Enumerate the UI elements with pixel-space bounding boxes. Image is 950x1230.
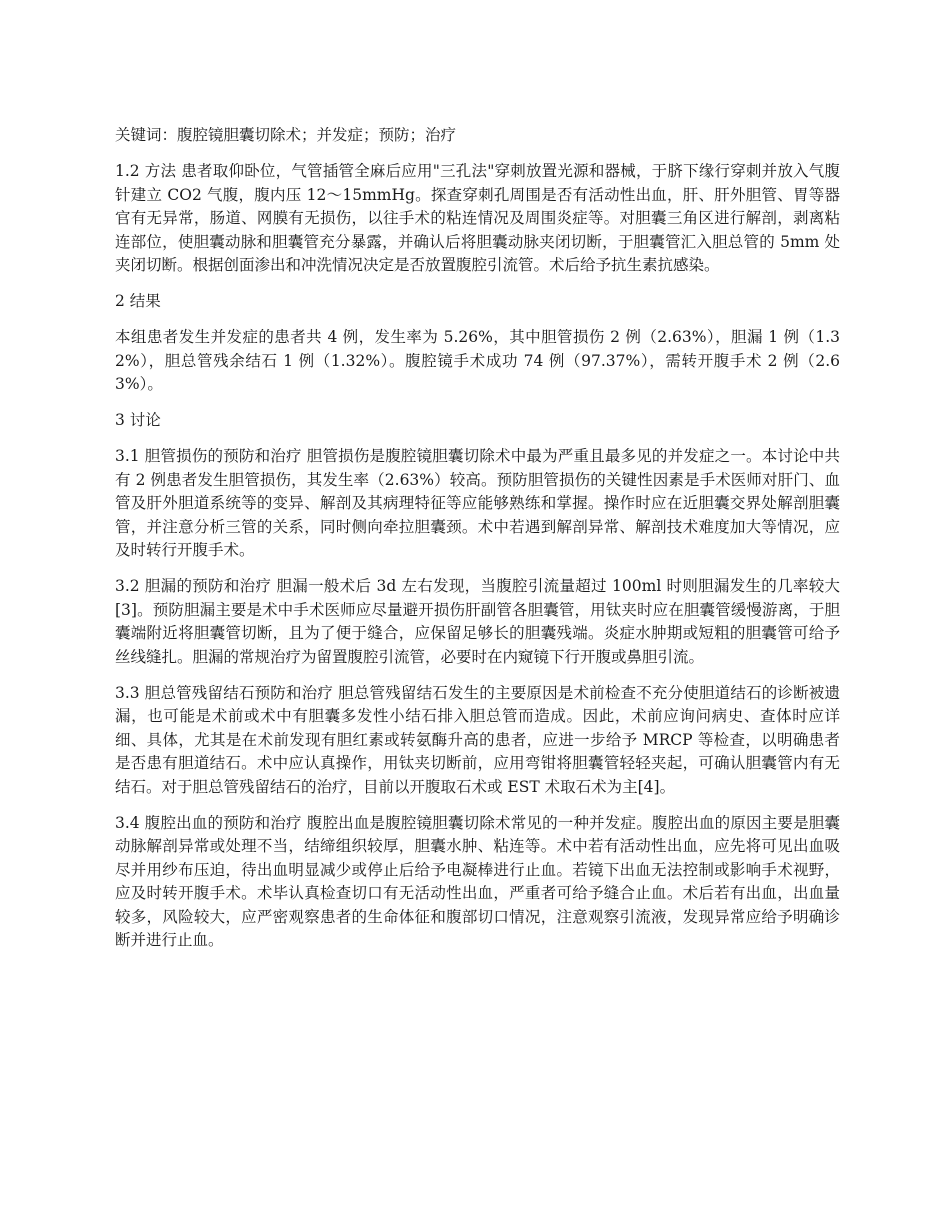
results-heading: 2 结果 [115, 292, 161, 310]
results-paragraph: 本组患者发生并发症的患者共 4 例，发生率为 5.26%，其中胆管损伤 2 例（2.63%），胆漏 1 例（1.32%），胆总管残余结石 1 例（1.32%）。腹腔镜手术成功 74 例（97.37%），需转开腹手术 2 例（2.63%）。 [115, 328, 840, 393]
keywords-line: 关键词：腹腔镜胆囊切除术；并发症；预防；治疗 [115, 126, 457, 144]
discussion-abdominal-bleeding: 3.4 腹腔出血的预防和治疗 腹腔出血是腹腔镜胆囊切除术常见的一种并发症。腹腔出血的原因主要是胆囊动脉解剖异常或处理不当，结缔组织较厚，胆囊水肿、粘连等。术中若有活动性出血，应先将可见出血吸尽并用纱布压迫，待出血明显减少或停止后给予电凝棒进行止血。若镜下出血无法控制或影响手术视野，应及时转开腹手术。术毕认真检查切口有无活动性出血，严重者可给予缝合止血。术后若有出血，出血量较多，风险较大，应严密观察患者的生命体征和腹部切口情况，注意观察引流液，发现异常应给予明确诊断并进行止血。 [115, 813, 840, 949]
discussion-heading: 3 讨论 [115, 411, 161, 429]
discussion-bile-leak: 3.2 胆漏的预防和治疗 胆漏一般术后 3d 左右发现，当腹腔引流量超过 100ml 时则胆漏发生的几率较大[3]。预防胆漏主要是术中手术医师应尽量避开损伤肝副管各胆囊管，用钛夹时应在胆囊管缓慢游离，于胆囊端附近将胆囊管切断，且为了便于缝合，应保留足够长的胆囊残端。炎症水肿期或短粗的胆囊管可给予丝线缝扎。胆漏的常规治疗为留置腹腔引流管，必要时在内窥镜下行开腹或鼻胆引流。 [115, 577, 840, 666]
method-paragraph: 1.2 方法 患者取仰卧位，气管插管全麻后应用"三孔法"穿刺放置光源和器械，于脐下缘行穿刺并放入气腹针建立 CO2 气腹，腹内压 12～15mmHg。探查穿刺孔周围是否有活动性出血，肝、肝外胆管、胃等器官有无异常，肠道、网膜有无损伤，以往手术的粘连情况及周围炎症等。对胆囊三角区进行解剖，剥离粘连部位，使胆囊动脉和胆囊管充分暴露，并确认后将胆囊动脉夹闭切断，于胆囊管汇入胆总管的 5mm 处夹闭切断。根据创面渗出和冲洗情况决定是否放置腹腔引流管。术后给予抗生素抗感染。 [115, 162, 840, 274]
document-body [115, 124, 840, 965]
discussion-bile-duct-injury: 3.1 胆管损伤的预防和治疗 胆管损伤是腹腔镜胆囊切除术中最为严重且最多见的并发症之一。本讨论中共有 2 例患者发生胆管损伤，其发生率（2.63%）较高。预防胆管损伤的关键性因素是手术医师对肝门、血管及肝外胆道系统等的变异、解剖及其病理特征等应能够熟练和掌握。操作时应在近胆囊交界处解剖胆囊管，并注意分析三管的关系，同时侧向牵拉胆囊颈。术中若遇到解剖异常、解剖技术难度加大等情况，应及时转行开腹手术。 [115, 447, 840, 559]
discussion-retained-stones: 3.3 胆总管残留结石预防和治疗 胆总管残留结石发生的主要原因是术前检查不充分使胆道结石的诊断被遗漏，也可能是术前或术中有胆囊多发性小结石排入胆总管而造成。因此，术前应询问病史、查体时应详细、具体，尤其是在术前发现有胆红素或转氨酶升高的患者，应进一步给予 MRCP 等检查，以明确患者是否患有胆道结石。术中应认真操作，用钛夹切断前，应用弯钳将胆囊管轻轻夹起，可确认胆囊管内有无结石。对于胆总管残留结石的治疗，目前以开腹取石术或 EST 术取石术为主[4]。 [115, 683, 840, 796]
